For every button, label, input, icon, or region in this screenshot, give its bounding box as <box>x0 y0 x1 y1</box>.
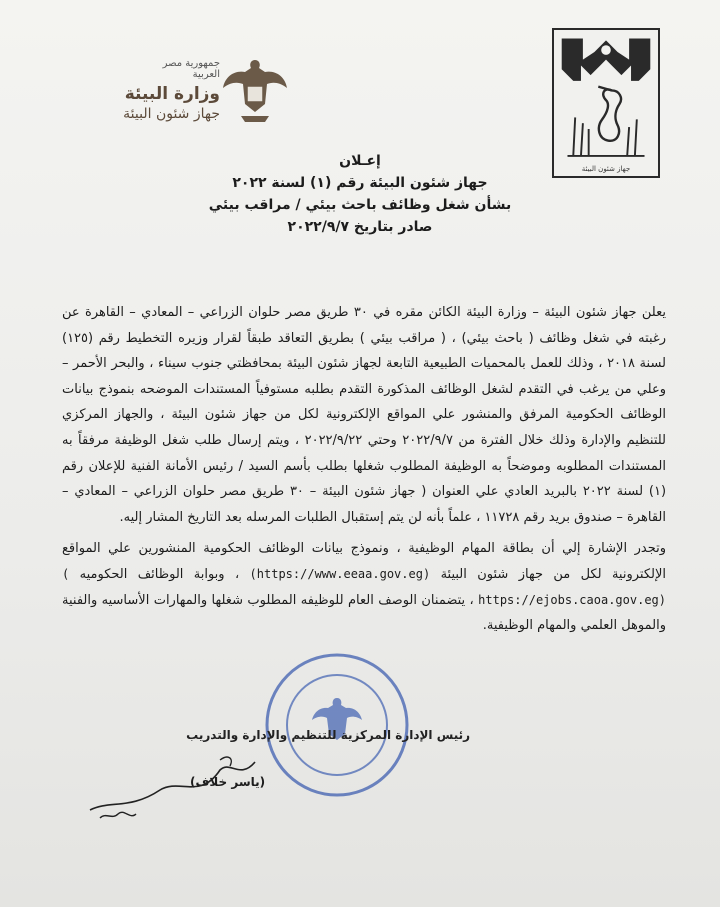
paragraph-2-part-a: وتجدر الإشارة إلي أن بطاقة المهام الوظيفية ، ونموذج بيانات الوظائف الحكومية المنشورين علي المواقع الإلكترونية لكل من جهاز شئون البيئة <box>62 541 667 582</box>
signer-name: (ياسر خلاف) <box>190 775 266 789</box>
announcement-date: صادر بتاريخ ٢٠٢٢/٩/٧ <box>287 219 433 235</box>
handwritten-signature-icon <box>70 740 270 830</box>
eagle-emblem-icon <box>215 52 295 132</box>
logo-caption: جهاز شئون البيئة <box>581 165 631 173</box>
announcement-subject: بشأن شغل وظائف باحث بيئي / مراقب بيئي <box>208 197 512 213</box>
announcement-number: جهاز شئون البيئة رقم (١) لسنة ٢٠٢٢ <box>232 175 488 191</box>
announcement-body <box>62 300 666 639</box>
agency-line: جهاز شئون البيئة <box>123 106 220 122</box>
ministry-header <box>70 58 220 122</box>
republic-line: جمهورية مصر العربية <box>162 58 220 80</box>
ejobs-link[interactable]: ( https://ejobs.caoa.gov.eg) <box>62 566 666 607</box>
paragraph-2-part-b: ، وبوابة الوظائف الحكوميه <box>79 566 240 582</box>
signer-title: رئيس الإدارة المركزية للتنظيم والإدارة والتدريب <box>186 728 470 742</box>
paragraph-1: يعلن جهاز شئون البيئة – وزارة البيئة الكائن مقره في ٣٠ طريق مصر حلوان الزراعي – المعادي – القاهرة عن رغبته في شغل وظائف ( باحث بيئي) ، ( مراقب بيئي ) بطريق التعاقد طبقاً لقرار وزيره التخطيط رقم (١٢٥) لسنة ٢٠١٨ ، وذلك للعمل بالمحميات الطبيعية التابعة لجهاز شئون البيئة بمحافظتي جنوب سيناء ، والبحر الأحمر – وعلي من يرغب في التقدم لشغل الوظائف المذكورة التقدم بطلبه مستوفياً المستندات الموضحه بنموذج بيانات الوظائف الحكومية المرفق والمنشور علي المواقع الإلكترونية لكل من جهاز شئون البيئة ، والجهاز المركزي للتنظيم والإدارة وذلك خلال الفترة من ٢٠٢٢/٩/٧ وحتي ٢٠٢٢/٩/٢٢ ، ويتم إرسال طلب شغل الوظيفة مرفقاً به المستندات المطلوبه وموضحاً به الوظيفة المطلوب شغلها بطلب بأسم السيد / رئيس الأمانة الفنية للإعلان رقم (١) لسنة ٢٠٢٢ بالبريد العادي علي العنوان ( جهاز شئون البيئة – ٣٠ طريق مصر حلوان الزراعي – المعادي – القاهرة – صندوق بريد رقم ١١٧٢٨ ، علماً بأنه لن يتم إستقبال الطلبات المرسله بعد التاريخ المشار إليه. <box>62 305 667 525</box>
eeaa-link[interactable]: (https://www.eeaa.gov.eg) <box>249 566 431 581</box>
official-stamp-icon <box>262 650 412 800</box>
ministry-line: وزارة البيئة <box>124 84 220 104</box>
paragraph-2 <box>62 536 666 638</box>
announcement-title: إعـلان <box>339 153 381 169</box>
announcement-titles <box>0 150 720 238</box>
paragraph-2-part-c: ، يتضمنان الوصف العام للوظيفه المطلوب شغلها والمهارات الأساسيه والفنية والموهل العلمي والمهام الوظيفية. <box>62 592 666 634</box>
